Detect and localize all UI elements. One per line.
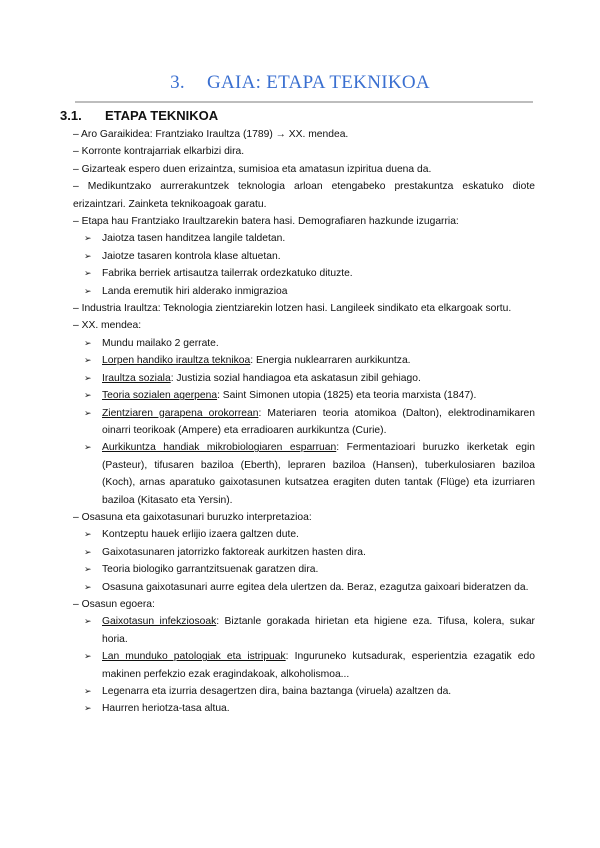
arrow-bullet-icon: ➢	[84, 442, 92, 453]
item-text: Kontzeptu hauek erlijio izaera galtzen dute.	[102, 529, 299, 541]
item-text: Jaiotza tasen handitzea langile taldetan.	[102, 233, 286, 245]
item-text: – Etapa hau Frantziako Iraultzarekin batera hasi. Demografiaren hazkunde izugarria:	[73, 216, 459, 228]
dash-item	[73, 143, 535, 160]
bullet-item	[84, 248, 535, 265]
arrow-bullet-icon: ➢	[84, 529, 92, 540]
dash-item	[73, 161, 535, 178]
item-text: – Aro Garaikidea: Frantziako Iraultza (1789) → XX. mendea.	[73, 129, 349, 140]
item-text: – Osasuna eta gaixotasunari buruzko interpretazioa:	[73, 511, 312, 523]
document-body	[73, 126, 535, 718]
dash-item	[73, 596, 535, 613]
arrow-bullet-icon: ➢	[84, 686, 92, 696]
arrow-bullet-icon: ➢	[84, 250, 92, 261]
arrow-bullet-icon: ➢	[84, 390, 92, 401]
bullet-item	[84, 579, 535, 596]
bullet-item	[84, 561, 535, 578]
bullet-item	[84, 683, 535, 700]
arrow-bullet-icon: ➢	[84, 337, 92, 348]
arrow-bullet-icon: ➢	[84, 355, 92, 366]
arrow-bullet-icon: ➢	[84, 285, 92, 296]
item-label: Zientziaren garapena orokorrean	[102, 407, 259, 419]
dash-item	[73, 126, 535, 143]
chapter-title	[0, 72, 600, 94]
item-text: – Industria Iraultza: Teknologia zientziarekin lotzen hasi. Langileek sindikato eta elkargoak sortu.	[73, 303, 512, 315]
item-text: : Energia nuklearraren aurkikuntza.	[250, 355, 411, 367]
arrow-bullet-icon: ➢	[84, 616, 92, 627]
item-text: – Osasun egoera:	[73, 598, 155, 610]
dash-item	[73, 317, 535, 334]
chapter-title-text: GAIA: ETAPA TEKNIKOA	[206, 72, 430, 93]
bullet-item	[84, 335, 535, 352]
item-text: Landa eremutik hiri alderako inmigrazioa	[102, 285, 288, 297]
bullet-item	[84, 387, 535, 404]
item-label: Gaixotasun infekziosoak	[102, 616, 217, 628]
dash-item	[73, 178, 535, 213]
bullet-item	[84, 230, 535, 247]
dash-item	[73, 509, 535, 526]
item-label: Iraultza soziala	[102, 372, 171, 384]
item-text: Haurren heriotza-tasa altua.	[102, 703, 230, 715]
item-label: Lorpen handiko iraultza teknikoa	[102, 355, 251, 367]
item-text: : Justizia sozial handiagoa eta askatasun zibil gehiago.	[170, 372, 421, 384]
item-text: Mundu mailako 2 gerrate.	[102, 337, 219, 349]
arrow-bullet-icon: ➢	[84, 651, 92, 662]
section-heading	[60, 108, 218, 123]
bullet-item	[84, 370, 535, 387]
item-text: – Gizarteak espero duen erizaintza, sumisioa eta amatasun izpiritua duena da.	[73, 163, 432, 175]
arrow-bullet-icon: ➢	[84, 268, 92, 279]
item-label: Aurkikuntza handiak mikrobiologiaren esparruan	[102, 442, 337, 454]
item-text: Jaiotze tasaren kontrola klase altuetan.	[102, 250, 281, 262]
item-text: – Medikuntzako aurrerakuntzek teknologia arloan etengabeko prestakuntza eskatuko diote erizaintzari. Zainketa teknikoagoak garatu.	[73, 181, 535, 210]
bullet-item	[84, 439, 535, 509]
bullet-item	[84, 544, 535, 561]
bullet-item	[84, 613, 535, 648]
dash-item	[73, 300, 535, 317]
section-number: 3.1.	[60, 108, 82, 123]
item-text: Osasuna gaixotasunari aurre egitea dela ulertzen da. Beraz, ezagutza gaixoari bideratzen da.	[102, 581, 529, 593]
item-label: Lan munduko patologiak eta istripuak	[102, 651, 286, 663]
arrow-bullet-icon: ➢	[84, 564, 92, 575]
arrow-bullet-icon: ➢	[84, 233, 92, 244]
bullet-item	[84, 283, 535, 300]
bullet-item	[84, 352, 535, 369]
bullet-item	[84, 648, 535, 683]
dash-item	[73, 213, 535, 230]
item-text: Fabrika berriek artisautza tailerrak ordezkatuko dituzte.	[102, 268, 353, 280]
arrow-bullet-icon: ➢	[84, 581, 92, 592]
item-text: : Biztanle gorakada hirietan eta higiene eza. Tifusa, kolera, sukar horia.	[102, 616, 535, 645]
item-text: – XX. mendea:	[73, 320, 142, 332]
chapter-number: 3.	[170, 72, 185, 93]
item-label: Teoria sozialen agerpena	[102, 390, 218, 402]
item-text: : Inguruneko kutsadurak, esperientzia ezagatik edo makinen perfekzio ezak eragindakoak, alkoholismoa...	[102, 651, 535, 680]
section-title: ETAPA TEKNIKOA	[105, 108, 219, 123]
item-text: Legenarra eta izurria desagertzen dira, baina baztanga (viruela) azaltzen da.	[102, 686, 452, 697]
bullet-item	[84, 526, 535, 543]
item-text: : Materiaren teoria atomikoa (Dalton), elektrodinamikaren oinarri teorikoak (Ampere) eta erradioaren aurkikuntza (Curie).	[102, 407, 535, 436]
arrow-bullet-icon: ➢	[84, 546, 92, 557]
item-text: Teoria biologiko garrantzitsuenak garatzen dira.	[102, 564, 319, 576]
item-text: : Saint Simonen utopia (1825) eta teoria marxista (1847).	[217, 390, 477, 402]
item-text: – Korronte kontrajarriak elkarbizi dira.	[73, 146, 245, 158]
title-divider	[75, 101, 533, 103]
arrow-bullet-icon: ➢	[84, 372, 92, 383]
item-text: : Fermentazioari buruzko ikerketak egin (Pasteur), tifusaren baziloa (Eberth), lepraren baziloa (Hansen), tuberkulosiaren baziloa (Koch), arnas aparatuko gaixotasunen kutsatzea eragiten duten tantak (Flüge) eta izurriaren baziloa (Kitasato eta Yersin).	[102, 442, 535, 506]
bullet-item	[84, 700, 535, 717]
bullet-item	[84, 405, 535, 440]
bullet-item	[84, 265, 535, 282]
item-text: Gaixotasunaren jatorrizko faktoreak aurkitzen hasten dira.	[102, 546, 366, 558]
arrow-bullet-icon: ➢	[84, 407, 92, 418]
arrow-bullet-icon: ➢	[84, 703, 92, 714]
